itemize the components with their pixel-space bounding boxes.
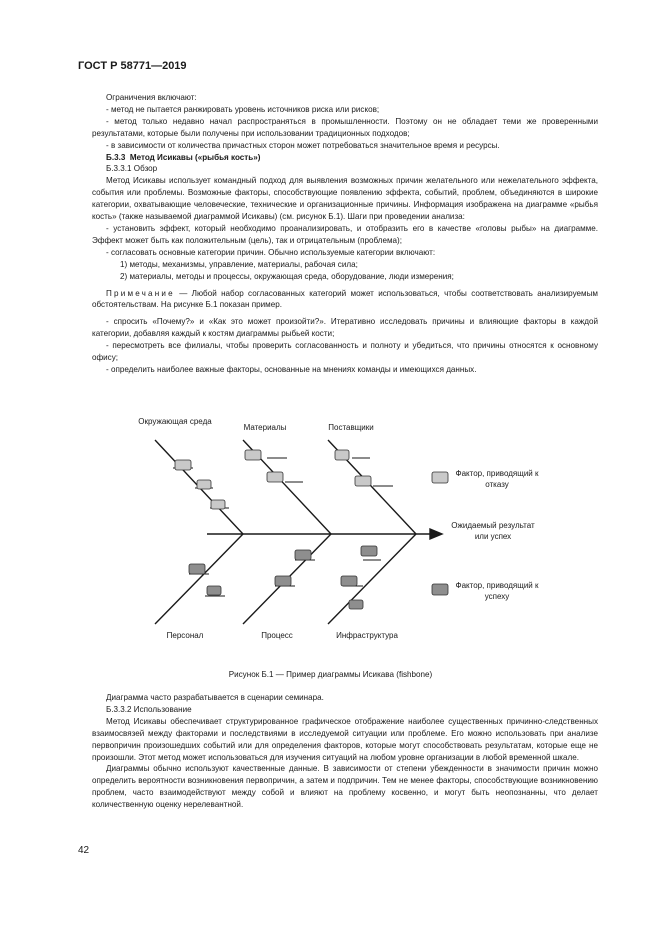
success-factor-box [341,576,357,586]
label-personnel: Персонал [166,631,204,640]
success-factor-box [189,564,205,574]
top-text-block [92,92,598,376]
legend-fail-factor: Фактор, приводящий к отказу [455,469,539,489]
limit-item-1: - метод не пытается ранжировать уровень источников риска или рисков; [106,104,380,114]
step-4: - пересмотреть все филиалы, чтобы проверить согласованность и полноту и убедиться, что причины относятся к основному офису; [92,341,598,363]
label-materials: Материалы [243,423,287,432]
success-factor-box [361,546,377,556]
page-number: 42 [78,845,90,856]
subsection-overview: Б.3.3.1 Обзор [106,164,158,174]
section-title: Метод Исикавы («рыбья кость») [129,152,261,162]
note [92,288,598,312]
spine-arrow-head [430,529,442,539]
success-factor-box [349,600,363,609]
step-2: - согласовать основные категории причин. Обычно используемые категории включают: [106,247,436,257]
step-1: - установить эффект, который необходимо проанализировать, и отобразить его в качестве «головы рыбы» на диаграмме. Эффект может быть как положительным (цель), так и отрицательным (проблема); [92,223,598,245]
success-factor-box [275,576,291,586]
section-heading [92,152,598,164]
fishbone-diagram [138,410,575,655]
limits-intro: Ограничения включают: [106,93,197,102]
label-environment: Окружающая среда [138,417,212,426]
fail-factor-box [197,480,211,489]
legend-success-factor: Фактор, приводящий к успеху [455,581,539,601]
label-expected-result: Ожидаемый результат или успех [451,521,535,541]
standard-header: ГОСТ Р 58771—2019 [78,60,187,72]
success-factor-box [295,550,311,560]
limit-item-3: - в зависимости от количества причастных сторон может потребоваться значительное время и ресурсы. [106,140,500,150]
workshop-paragraph: Диаграмма часто разрабатывается в сценарии семинара. [106,693,324,702]
fail-factor-box [355,476,371,486]
fail-factor-box [175,460,191,470]
success-factor-legend-box [432,584,448,595]
note-label: Примечание [106,288,175,298]
category-list-1: 1) методы, механизмы, управление, материалы, рабочая сила; [120,259,358,269]
fail-factor-box [211,500,225,509]
section-number: Б.3.3 [106,152,126,162]
usage-paragraph-2: Диаграммы обычно используют качественные данные. В зависимости от степени убежденности в значимости причин можно определить вероятности возникновения первопричин, а затем и подпричин. Тем не менее факторы, способствующие возникновению проблем, часто взаимодействуют между собой и влияют на проблему косвенно, и могут быть неопознанны, что делает количественную оценку нерелевантной. [92,764,598,810]
step-3: - спросить «Почему?» и «Как это может произойти?». Итеративно исследовать причины и влияющие факторы в каждой категории, добавляя каждый к костям диаграммы рыбьей кости; [92,317,598,339]
note-text: — Любой набор согласованных категорий может использоваться, чтобы соответствовать анализируемым обстоятельствам. На рисунке Б.1 показан пример. [92,288,598,310]
subsection-usage: Б.3.3.2 Использование [106,704,192,714]
label-process: Процесс [261,631,293,640]
fail-factor-box [267,472,283,482]
bottom-text-block [92,692,598,811]
step-5: - определить наиболее важные факторы, основанные на мнениях команды и имеющихся данных. [106,364,477,374]
fail-factor-box [245,450,261,460]
overview-paragraph: Метод Исикавы использует командный подход для выявления возможных причин желательного или нежелательного эффекта, события или проблемы. Возможные факторы, способствующие появлению эффекта, событий, проблем, объединяются в широкие категории, охватывающие человеческие, технические и организационные причины. Информация изображена на диаграмме «рыбья кость» (также называемой диаграммой Исикавы) (см. рисунок Б.1). Шаги при проведении анализа: [92,176,598,222]
bone-personnel [155,534,243,624]
success-factor-box [207,586,221,595]
limit-item-2: - метод только недавно начал распространяться в промышленности. Поэтому он не обладает теми же проверенными результатами, которые были получены при использовании традиционных подходов; [92,116,598,138]
category-list-2: 2) материалы, методы и процессы, окружающая среда, оборудование, люди измерения; [120,271,454,281]
label-infrastructure: Инфраструктура [336,631,398,640]
figure-caption: Рисунок Б.1 — Пример диаграммы Исикава (fishbone) [228,670,433,679]
label-suppliers: Поставщики [328,423,374,432]
fail-factor-legend-box [432,472,448,483]
fail-factor-box [335,450,349,460]
usage-paragraph-1: Метод Исикавы обеспечивает структурированное графическое отображение наиболее существенных причинно-следственных взаимосвязей между факторами и последствиями в исследуемой ситуации или проблеме. Его можно использовать при анализе первопричин произошедших событий или для определения факторов, которые могут способствовать результатам, которые еще не произошли. Этот метод может использоваться для изучения ситуаций на любом уровне организации в любой временной шкале. [92,716,598,762]
